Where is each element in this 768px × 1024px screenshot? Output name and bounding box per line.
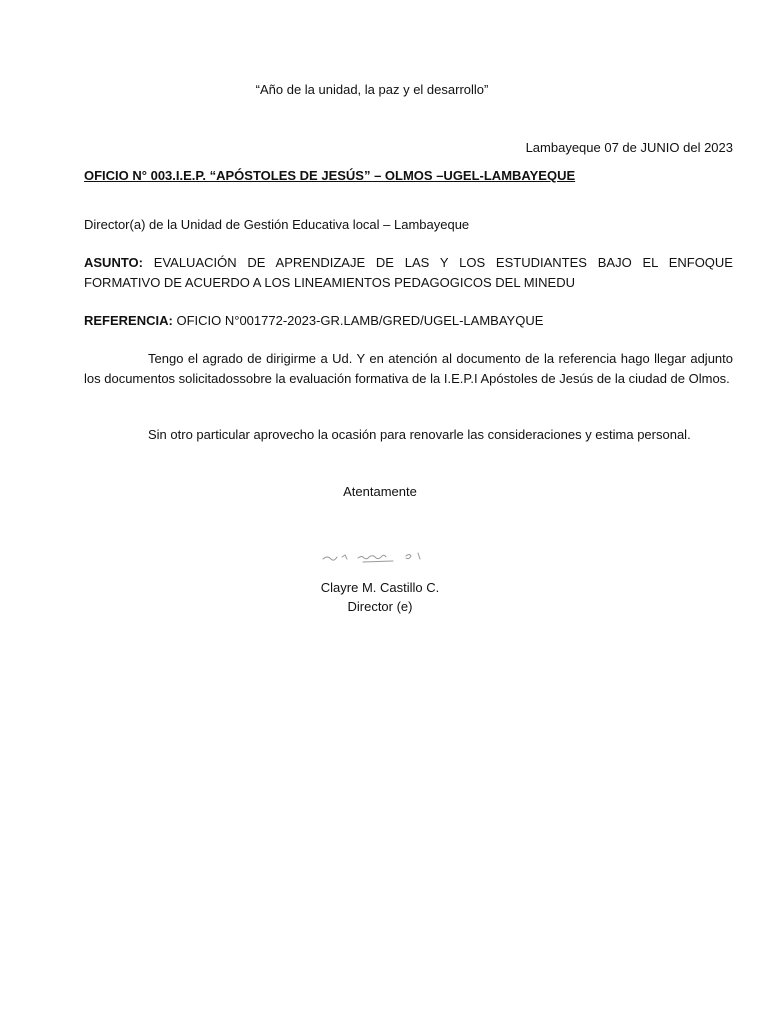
date-line: Lambayeque 07 de JUNIO del 2023 bbox=[525, 140, 733, 155]
asunto bbox=[84, 253, 733, 292]
body-paragraph-2: Sin otro particular aprovecho la ocasión para renovarle las consideraciones y estima personal. bbox=[148, 427, 691, 442]
asunto-text: EVALUACIÓN DE APRENDIZAJE DE LAS Y LOS ESTUDIANTES BAJO EL ENFOQUE FORMATIVO DE ACUERDO A LOS LINEAMIENTOS PEDAGOGICOS DEL MINEDU bbox=[84, 255, 733, 290]
referencia bbox=[84, 311, 543, 330]
oficio-title: OFICIO N° 003.I.E.P. “APÓSTOLES DE JESÚS” – OLMOS –UGEL-LAMBAYEQUE bbox=[84, 168, 576, 183]
motto: “Año de la unidad, la paz y el desarrollo” bbox=[255, 82, 489, 97]
body-paragraph-1: Tengo el agrado de dirigirme a Ud. Y en atención al documento de la referencia hago llegar adjunto los documentos solicitadossobre la evaluación formativa de la I.E.P.I Apóstoles de Jesús de la ciudad de Olmos. bbox=[84, 351, 733, 386]
addressee: Director(a) de la Unidad de Gestión Educativa local – Lambayeque bbox=[84, 217, 470, 232]
referencia-label: REFERENCIA: bbox=[84, 313, 173, 328]
referencia-text: OFICIO N°001772-2023-GR.LAMB/GRED/UGEL-LAMBAYQUE bbox=[176, 313, 544, 328]
closing: Atentamente bbox=[343, 484, 417, 499]
signature-image bbox=[318, 545, 448, 567]
signatory-name: Clayre M. Castillo C. bbox=[320, 580, 440, 595]
asunto-label: ASUNTO: bbox=[84, 255, 143, 270]
signatory-title: Director (e) bbox=[347, 599, 413, 614]
